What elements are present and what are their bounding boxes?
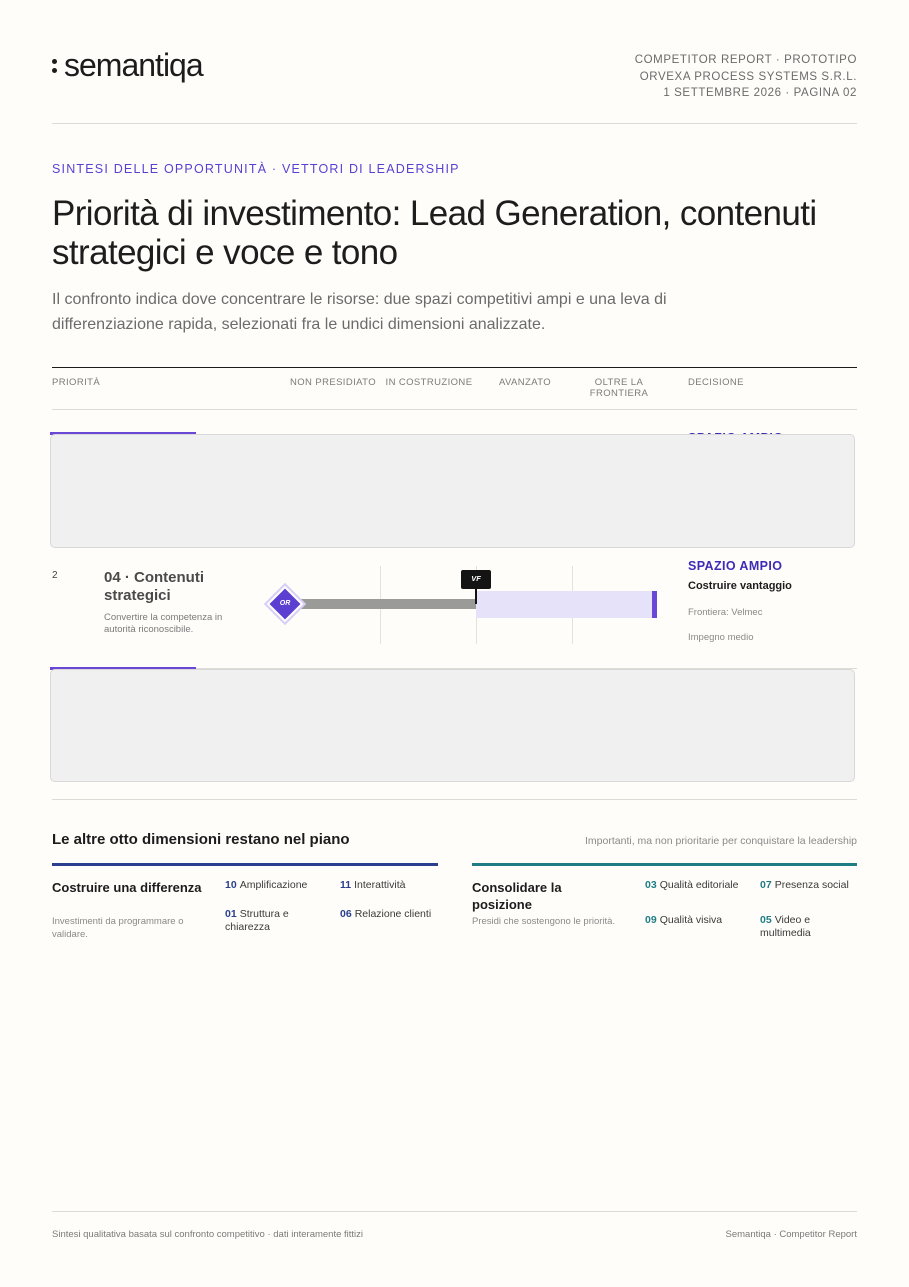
brand-name: semantiqa — [64, 47, 203, 83]
frontier-marker — [652, 591, 657, 618]
group-consolidate-title: Consolidare la posizione — [472, 880, 562, 912]
header-divider — [52, 123, 857, 124]
leader-position-tag: VF — [461, 570, 491, 589]
col-header-priority: PRIORITÀ — [52, 377, 101, 388]
col-header-unattended: NON PRESIDIATO — [289, 377, 376, 388]
dimension-item: 07 Presenza social — [760, 879, 849, 891]
table-top-rule — [52, 367, 857, 368]
dimension-item: 03 Qualità editoriale — [645, 879, 739, 891]
dimension-item: 11 Interattività — [340, 879, 406, 891]
page-title: Priorità di investimento: Lead Generation, contenuti strategici e voce e tono — [52, 194, 817, 272]
dimension-item: 06 Relazione clienti — [340, 908, 432, 920]
dimension-item: 10 Amplificazione — [225, 879, 308, 891]
dimension-item: 09 Qualità visiva — [645, 914, 723, 926]
own-position-label: OR — [279, 600, 291, 607]
table-bottom-rule — [52, 799, 857, 800]
opportunity-range — [476, 591, 657, 618]
report-meta — [635, 52, 857, 102]
page-lead: Il confronto indica dove concentrare le risorse: due spazi competitivi ampi e una leva di differenziazione rapida, selezionati fra le undici dimensioni analizzate. — [52, 291, 667, 333]
logo-dots-icon — [52, 57, 58, 75]
group-consolidate-subtitle: Presidi che sostengono le priorità. — [472, 916, 616, 927]
row3-image-placeholder — [50, 669, 855, 782]
decision-frontier: Frontiera: Velmec — [688, 607, 763, 618]
footer-right: Semantiqa · Competitor Report — [725, 1229, 857, 1240]
dimension-item: 05 Video e multimedia — [760, 914, 811, 939]
col-header-decision: DECISIONE — [688, 377, 744, 388]
leader-position-stem — [475, 589, 477, 604]
footer-divider — [52, 1211, 857, 1212]
current-gap-track — [285, 599, 476, 609]
group-consolidate-bar — [472, 863, 857, 866]
decision-effort: Impegno medio — [688, 632, 754, 643]
decision-action: Costruire vantaggio — [688, 580, 792, 592]
meta-report-type: COMPETITOR REPORT · PROTOTIPO — [634, 54, 857, 66]
col-header-building: IN COSTRUZIONE — [385, 377, 473, 388]
row-number: 2 — [52, 570, 58, 581]
group-build-title: Costruire una differenza — [52, 880, 202, 895]
brand-logo — [52, 47, 203, 84]
group-build-bar — [52, 863, 438, 866]
decision-tag: SPAZIO AMPIO — [688, 559, 783, 573]
dimension-item: 01 Struttura e chiarezza — [225, 908, 289, 933]
col-header-advanced: AVANZATO — [498, 377, 552, 388]
row-title: 04 · Contenuti strategici — [104, 569, 204, 604]
others-note: Importanti, ma non prioritarie per conquistare la leadership — [585, 835, 857, 847]
row-description: Convertire la competenza in autorità riconoscibile. — [104, 612, 223, 635]
col-header-beyond: OLTRE LA FRONTIERA — [589, 377, 649, 399]
table-header-divider — [52, 409, 857, 410]
row1-image-placeholder — [50, 434, 855, 548]
group-build-subtitle: Investimenti da programmare o validare. — [52, 916, 184, 940]
meta-date-page: 1 SETTEMBRE 2026 · PAGINA 02 — [663, 87, 857, 99]
meta-company: ORVEXA PROCESS SYSTEMS S.R.L. — [639, 70, 857, 83]
section-kicker: SINTESI DELLE OPPORTUNITÀ · VETTORI DI LEADERSHIP — [52, 162, 460, 176]
footer-left: Sintesi qualitativa basata sul confronto competitivo · dati interamente fittizi — [52, 1229, 364, 1240]
others-title: Le altre otto dimensioni restano nel piano — [52, 831, 350, 848]
